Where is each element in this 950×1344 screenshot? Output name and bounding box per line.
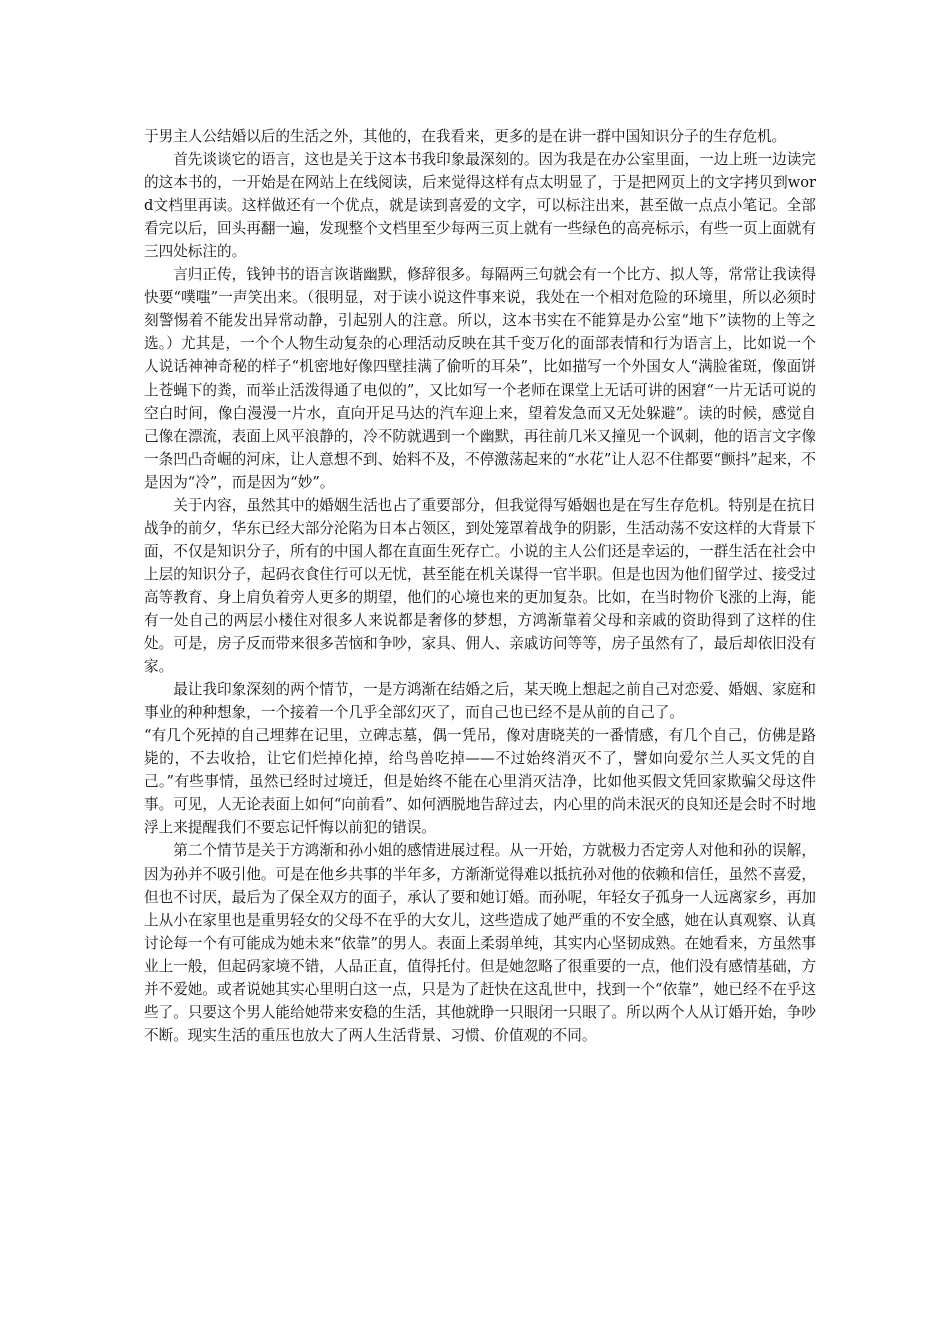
paragraph-continuation: 于男主人公结婚以后的生活之外，其他的，在我看来，更多的是在讲一群中国知识分子的生存危机。	[144, 128, 787, 145]
paragraph-first-episode: 最让我印象深刻的两个情节，一是方鸿渐在结婚之后，某天晚上想起之前自己对恋爱、婚姻、家庭和事业的种种想象，一个接着一个几乎全部幻灭了，而自己也已经不是从前的自己了。	[144, 681, 816, 722]
paragraph-second-episode: 第二个情节是关于方鸿渐和孙小姐的感情进展过程。从一开始，方就极力否定旁人对他和孙的误解，因为孙并不吸引他。可是在他乡共事的半年多，方渐渐觉得难以抵抗孙对他的依赖和信任，虽然不喜爱，但也不讨厌，最后为了保全双方的面子，承认了要和她订婚。而孙呢，年轻女子孤身一人远离家乡，再加上从小在家里也是重男轻女的父母不在乎的大女儿，这些造成了她严重的不安全感，她在认真观察、认真讨论每一个有可能成为她未来“依靠”的男人。表面上柔弱单纯，其实内心坚韧成熟。在她看来，方虽然事业上一般，但起码家境不错，人品正直，值得托付。但是她忽略了很重要的一点，他们没有感情基础，方并不爱她。或者说她其实心里明白这一点，只是为了赶快在这乱世中，找到一个“依靠”，她已经不在乎这些了。只要这个男人能给她带来安稳的生活，其他就睁一只眼闭一只眼了。所以两个人从订婚开始，争吵不断。现实生活的重压也放大了两人生活背景、习惯、价值观的不同。	[144, 842, 816, 1044]
paragraph-content: 关于内容，虽然其中的婚姻生活也占了重要部分，但我觉得写婚姻也是在写生存危机。特别是在抗日战争的前夕，华东已经大部分沦陷为日本占领区，到处笼罩着战争的阴影，生活动荡不安这样的大背景下面，不仅是知识分子，所有的中国人都在直面生死存亡。小说的主人公们还是幸运的，一群生活在社会中上层的知识分子，起码衣食住行可以无忧，甚至能在机关谋得一官半职。但是也因为他们留学过、接受过高等教育、身上肩负着旁人更多的期望，他们的心境也来的更加复杂。比如，在当时物价飞涨的上海，能有一处自己的两层小楼住对很多人来说都是奢侈的梦想，方鸿渐靠着父母和亲戚的资助得到了这样的住处。可是，房子反而带来很多苦恼和争吵，家具、佣人、亲戚访问等等，房子虽然有了，最后却依旧没有家。	[144, 496, 816, 676]
paragraph-language: 首先谈谈它的语言，这也是关于这本书我印象最深刻的。因为我是在办公室里面，一边上班一边读完的这本书的，一开始是在网站上在线阅读，后来觉得这样有点太明显了，于是把网页上的文字拷贝到word文档里再读。这样做还有一个优点，就是读到喜爱的文字，可以标注出来，甚至做一点点小笔记。全部看完以后，回头再翻一遍，发现整个文档里至少每两三页上就有一些绿色的高亮标示，有些一页上面就有三四处标注的。	[144, 151, 816, 261]
document-page	[144, 125, 816, 1047]
paragraph-humor: 言归正传，钱钟书的语言诙谐幽默，修辞很多。每隔两三句就会有一个比方、拟人等，常常让我读得快要“噗嗤”一声笑出来。（很明显，对于读小说这件事来说，我处在一个相对危险的环境里，所以必须时刻警惕着不能发出异常动静，引起别人的注意。所以，这本书实在不能算是办公室“地下”读物的上等之选。）尤其是，一个个人物生动复杂的心理活动反映在其千变万化的面部表情和行为语言上，比如说一个人说话神神奇秘的样子“机密地好像四壁挂满了偷听的耳朵”，比如描写一个外国女人“满脸雀斑，像面饼上苍蝇下的粪，而举止活泼得通了电似的”，又比如写一个老师在课堂上无话可讲的困窘“一片无话可说的空白时间，像白漫漫一片水，直向开足马达的汽车迎上来，望着发急而又无处躲避”。读的时候，感觉自己像在漂流，表面上风平浪静的，冷不防就遇到一个幽默，再往前几米又撞见一个讽刺，他的语言文字像一条凹凸奇崛的河床，让人意想不到、始料不及，不停激荡起来的“水花”让人忍不住都要“颤抖”起来，不是因为“冷”，而是因为“妙”。	[144, 266, 816, 491]
paragraph-quote: “有几个死掉的自己埋葬在记里，立碑志墓，偶一凭吊，像对唐晓芙的一番情感，有几个自己，仿佛是路毙的，不去收拾，让它们烂掉化掉，给鸟兽吃掉——不过始终消灭不了，譬如向爱尔兰人买文凭的自己。”有些事情，虽然已经时过境迁，但是始终不能在心里消灭洁净，比如他买假文凭回家欺骗父母这件事。可见，人无论表面上如何“向前看”、如何洒脱地告辞过去，内心里的尚未泯灭的良知还是会时不时地浮上来提醒我们不要忘记忏悔以前犯的错误。	[144, 727, 816, 837]
